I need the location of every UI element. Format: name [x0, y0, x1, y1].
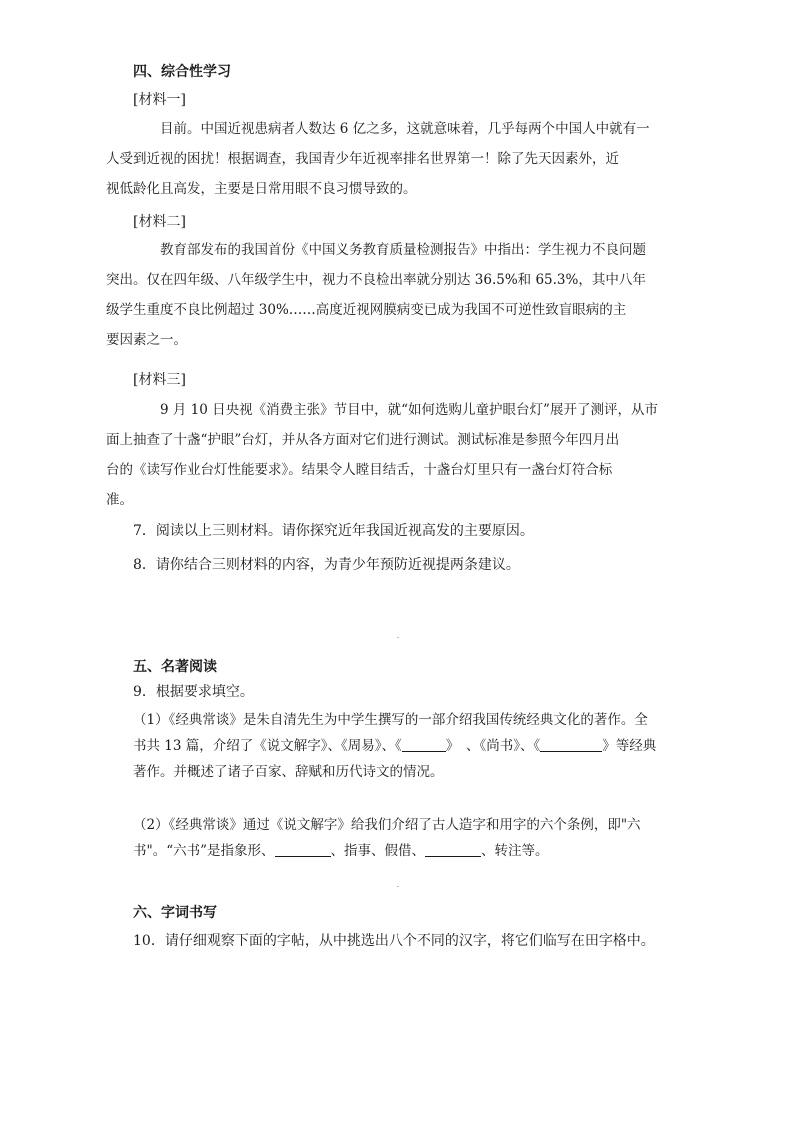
question-7: 7．阅读以上三则材料。请你探究近年我国近视高发的主要原因。: [133, 523, 534, 539]
answer-blank-3[interactable]: [275, 842, 331, 857]
question-9: 9．根据要求填空。: [133, 684, 254, 700]
q9-1-line: （1）《经典常谈》是朱自清先生为中学生撰写的一部介绍我国传统经典文化的著作。全: [133, 712, 648, 728]
material-1-line: 视低龄化且高发，主要是日常用眼不良习惯导致的。: [106, 181, 417, 197]
material-3-text: [106, 395, 663, 515]
material-1-line: 目前。中国近视患病者人数达 6 亿之多，这就意味着，几乎每两个中国人中就有一: [160, 121, 650, 137]
q9-1-text: 书共 13 篇，介绍了《说文解字》、《周易》、《: [133, 738, 402, 754]
material-1-label: [材料一]: [133, 92, 186, 108]
material-2-line: 突出。仅在四年级、八年级学生中，视力不良检出率就分别达 36.5%和 65.3%，其中八年: [106, 272, 646, 288]
q9-1-text: 》等经典: [602, 738, 657, 754]
answer-blank-4[interactable]: [425, 842, 481, 857]
q9-1-line: 著作。并概述了诸子百家、辞赋和历代诗文的情况。: [133, 764, 444, 780]
q9-2-text: 、转注等。: [481, 843, 549, 859]
section-4-title: 四、综合性学习: [133, 64, 231, 80]
q9-2-line: （2）《经典常谈》通过《说文解字》给我们介绍了古人造字和用字的六个条例，即"六: [133, 817, 641, 833]
q9-1-text: 》 、《尚书》、《: [445, 738, 541, 754]
material-3-line: 台的《读写作业台灯性能要求》。结果令人瞠目结舌，十盏台灯里只有一盏台灯符合标: [106, 462, 613, 478]
material-2-line: 教育部发布的我国首份《中国义务教育质量检测报告》中指出：学生视力不良问题: [160, 242, 646, 258]
separator-dot: [397, 637, 399, 638]
section-6-title: 六、字词书写: [133, 905, 217, 921]
material-3-line: 9 月 10 日央视《消费主张》节目中，就“如何选购儿童护眼台灯”展开了测评，从市: [160, 402, 658, 418]
material-3-line: 准。: [106, 492, 133, 508]
material-1-line: 人受到近视的困扰！根据调查，我国青少年近视率排名世界第一！除了先天因素外，近: [106, 151, 619, 167]
separator-dot: [397, 886, 399, 887]
material-2-text: [106, 235, 663, 355]
question-9-part-1: [133, 707, 663, 785]
material-3-label: [材料三]: [133, 372, 186, 388]
material-2-line: 要因素之一。: [106, 332, 187, 348]
section-5-title: 五、名著阅读: [133, 659, 217, 675]
q9-2-text: 、指事、假借、: [330, 843, 426, 859]
q9-2-line: [133, 838, 663, 864]
material-2-line: 级学生重度不良比例超过 30%……高度近视网膜病变已成为我国不可逆性致盲眼病的主: [106, 302, 627, 318]
material-2-label: [材料二]: [133, 214, 186, 230]
q9-2-text: 书"。“六书”是指象形、: [133, 843, 275, 859]
question-10: 10．请仔细观察下面的字帖，从中挑选出八个不同的汉字，将它们临写在田字格中。: [133, 933, 655, 949]
question-9-part-2: [133, 812, 663, 864]
material-1-text: [106, 114, 663, 204]
question-8: 8．请你结合三则材料的内容，为青少年预防近视提两条建议。: [133, 557, 520, 573]
answer-blank-2[interactable]: [540, 737, 602, 752]
q9-1-line: [133, 733, 663, 759]
answer-blank-1[interactable]: [402, 737, 446, 752]
material-3-line: 面上抽查了十盏“护眼”台灯，并从各方面对它们进行测试。测试标准是参照今年四月出: [106, 432, 620, 448]
